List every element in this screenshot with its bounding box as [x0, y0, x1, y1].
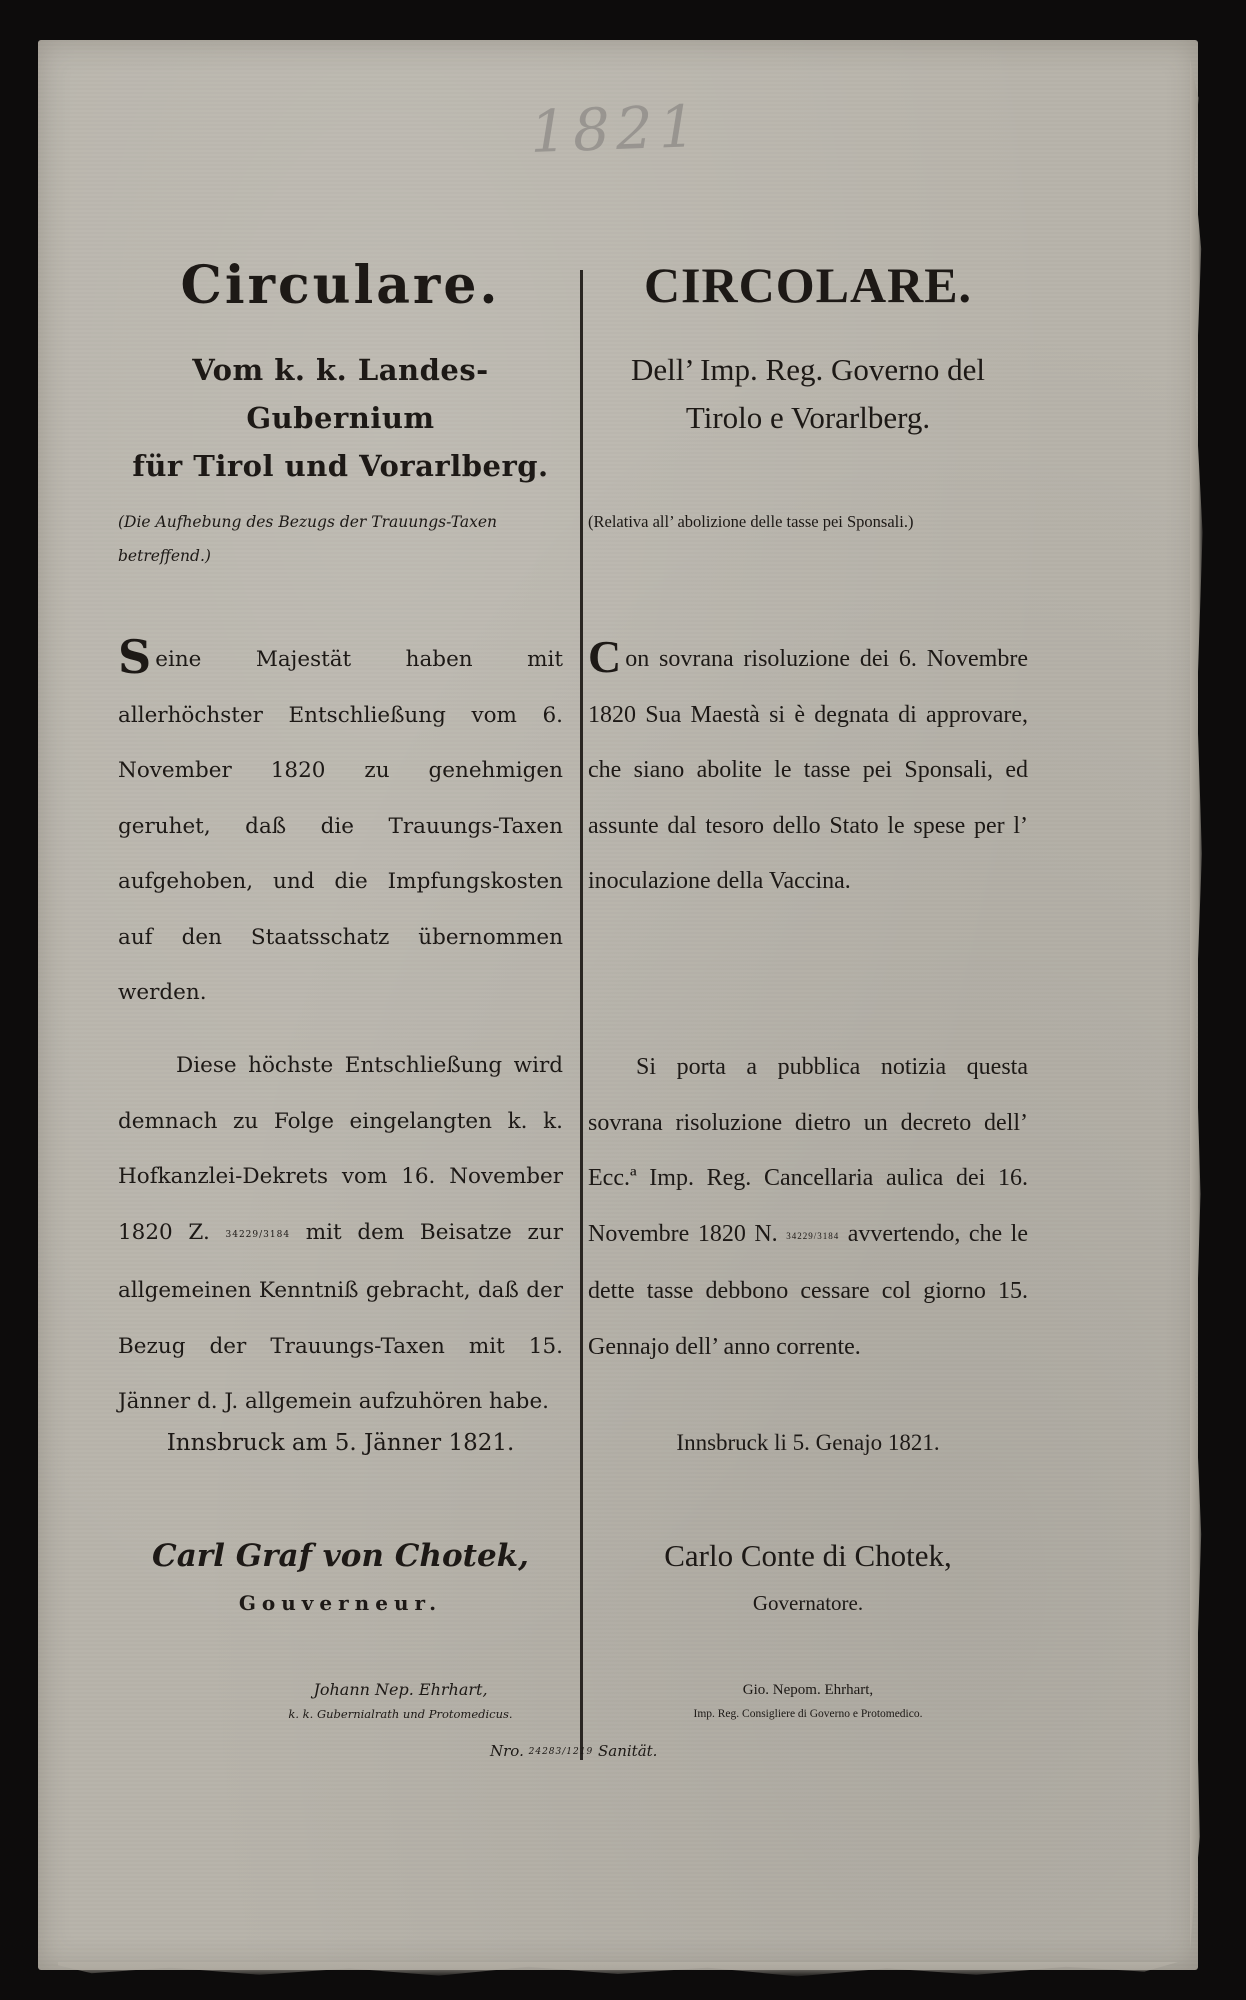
german-printer-name: Johann Nep. Ehrhart,	[313, 1680, 488, 1699]
german-issuer-line1: Vom k. k. Landes-Gubernium	[192, 353, 489, 435]
italian-issuer	[588, 346, 1028, 442]
bottom-reference	[490, 1742, 657, 1760]
german-paragraph-2-b: mit dem Beisatze zur allgemeinen Kenntniß gebracht, daß der Bezug der Trauungs-Taxen mit 15. Jänner d. J. allgemein aufzuhören habe.	[118, 1219, 564, 1414]
german-dropcap: S	[118, 630, 152, 684]
italian-dropcap: C	[588, 631, 622, 682]
german-signer: Carl Graf von Chotek,	[152, 1538, 529, 1574]
italian-decree-number: 34229/3184	[786, 1230, 840, 1241]
italian-paragraph-2	[588, 1040, 1028, 1375]
german-place-date: Innsbruck am 5. Jänner 1821.	[166, 1430, 515, 1456]
italian-paragraph-2-b: avvertendo, che le dette tasse debbono cessare col giorno 15. Gennajo dell’ anno corrente.	[588, 1220, 1028, 1360]
italian-subject: (Relativa all’ abolizione delle tasse pei Sponsali.)	[588, 512, 914, 531]
german-title: Circulare.	[180, 255, 501, 316]
german-printer-role: k. k. Gubernialrath und Protomedicus.	[288, 1707, 513, 1721]
italian-printer	[588, 1678, 1028, 1726]
german-paragraph-2-a: Diese höchste Entschließung wird demnach zu Folge eingelangten k. k. Hofkanzlei-Dekrets vom 16. November 1820 Z.	[118, 1053, 563, 1245]
italian-column	[588, 257, 1028, 1720]
bottom-ref-number: 24283/1219	[528, 1747, 594, 1757]
bottom-ref-label: Nro.	[490, 1742, 524, 1760]
italian-issuer-line2: Tirolo e Vorarlberg.	[685, 400, 931, 435]
german-paragraph-1-text: eine Majestät haben mit allerhöchster Entschließung vom 6. November 1820 zu genehmigen geruhet, daß die Trauungs-Taxen aufgehoben, und die Impfungskosten auf den Staatsschatz übernommen werden.	[118, 647, 563, 1005]
italian-issuer-line1: Dell’ Imp. Reg. Governo del	[630, 352, 986, 387]
german-paragraph-1	[118, 632, 563, 1021]
german-printer	[118, 1678, 563, 1726]
italian-paragraph-1-text: on sovrana risoluzione dei 6. Novembre 1820 Sua Maestà si è degnata di approvare, che siano abolite le tasse pei Sponsali, ed assunte dal tesoro dello Stato le spese per l’ inoculazione della Vaccina.	[588, 646, 1028, 894]
column-divider	[580, 270, 583, 1760]
german-paragraph-2	[118, 1038, 563, 1430]
german-issuer-line2: für Tirol und Vorarlberg.	[132, 449, 549, 483]
italian-signer-title: Governatore.	[752, 1591, 864, 1615]
italian-paragraph-1	[588, 632, 1028, 910]
torn-bottom-edge	[58, 1962, 1178, 1978]
torn-right-edge	[1190, 60, 1204, 1950]
italian-printer-name: Gio. Nepom. Ehrhart,	[742, 1682, 874, 1698]
handwritten-year: 1821	[528, 92, 703, 166]
italian-signer: Carlo Conte di Chotek,	[664, 1538, 952, 1573]
italian-paragraph-2-a: Si porta a pubblica notizia questa sovrana risoluzione dietro un decreto dell’ Ecc.ª Imp. Reg. Cancellaria aulica dei 16. Novembre 1820 N.	[588, 1054, 1028, 1247]
german-decree-number: 34229/3184	[225, 1229, 291, 1240]
german-signer-title: Gouverneur.	[238, 1591, 443, 1615]
german-column	[118, 255, 564, 1721]
bottom-ref-dept: Sanität.	[597, 1742, 658, 1760]
italian-title: CIRCOLARE.	[643, 257, 973, 313]
italian-printer-role: Imp. Reg. Consigliere di Governo e Protomedico.	[693, 1708, 923, 1720]
german-issuer	[118, 346, 563, 490]
italian-place-date: Innsbruck li 5. Genajo 1821.	[676, 1430, 940, 1455]
german-subject: (Die Aufhebung des Bezugs der Trauungs-Taxen betreffend.)	[118, 513, 498, 565]
